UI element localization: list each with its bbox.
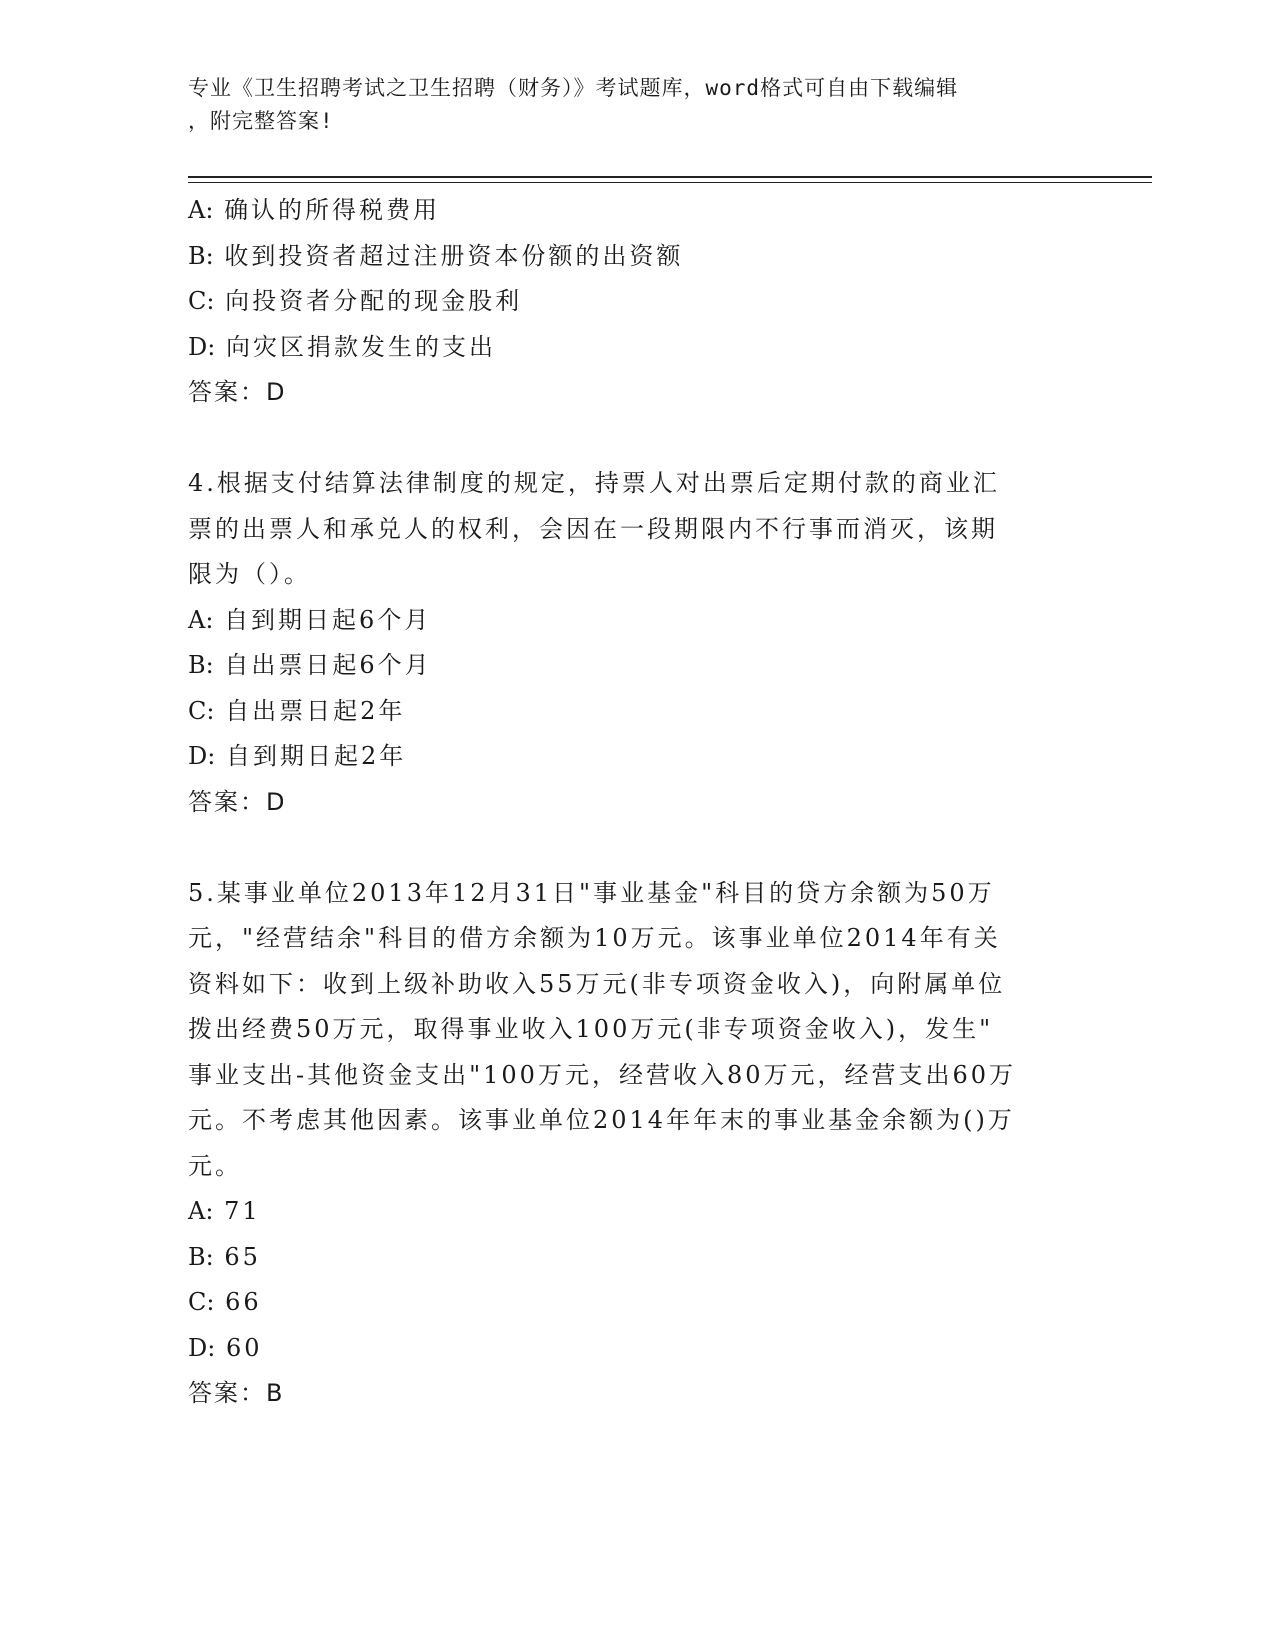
header-line-1: 专业《卫生招聘考试之卫生招聘（财务）》考试题库，word格式可自由下载编辑 xyxy=(188,76,959,100)
option-label: B: xyxy=(188,1242,214,1271)
question-3 xyxy=(188,188,1088,416)
option-b xyxy=(188,234,1088,280)
option-text: 60 xyxy=(225,1333,263,1362)
option-label: B: xyxy=(188,651,214,679)
option-b xyxy=(188,643,1088,689)
question-stem-line: 4.根据支付结算法律制度的规定，持票人对出票后定期付款的商业汇 xyxy=(188,469,1000,497)
option-text: 自到期日起6个月 xyxy=(224,605,432,634)
option-text: 71 xyxy=(224,1197,261,1225)
question-stem-line: 资料如下：收到上级补助收入55万元(非专项资金收入)，向附属单位 xyxy=(188,969,1006,998)
option-d xyxy=(188,734,1088,780)
option-label: C: xyxy=(188,287,215,315)
question-stem-line: 元。不考虑其他因素。该事业单位2014年年末的事业基金余额为()万 xyxy=(188,1106,1015,1134)
answer: 答案：B xyxy=(188,1379,285,1407)
question-stem-line: 元。 xyxy=(188,1151,242,1180)
option-label: C: xyxy=(188,1288,215,1316)
option-b xyxy=(188,1235,1088,1281)
option-d xyxy=(188,325,1088,371)
option-d xyxy=(188,1326,1088,1372)
question-stem-line: 5.某事业单位2013年12月31日"事业基金"科目的贷方余额为50万 xyxy=(188,878,995,907)
option-text: 确认的所得税费用 xyxy=(224,196,441,224)
option-text: 自出票日起6个月 xyxy=(224,651,432,679)
question-stem-line: 拨出经费50万元，取得事业收入100万元(非专项资金收入)，发生" xyxy=(188,1015,994,1043)
question-list xyxy=(188,188,1088,1417)
option-a xyxy=(188,188,1088,234)
header-divider-thin xyxy=(188,182,1152,183)
question-stem-line: 票的出票人和承兑人的权利，会因在一段期限内不行事而消灭，该期 xyxy=(188,514,998,543)
header-line-2: ，附完整答案! xyxy=(188,109,334,133)
option-label: A: xyxy=(188,605,214,634)
question-4 xyxy=(188,461,1088,825)
option-label: A: xyxy=(188,1197,214,1225)
question-5 xyxy=(188,871,1088,1417)
option-a xyxy=(188,1189,1088,1235)
option-a xyxy=(188,598,1088,644)
option-c xyxy=(188,1280,1088,1326)
option-text: 向灾区捐款发生的支出 xyxy=(225,332,496,361)
option-label: C: xyxy=(188,696,215,725)
question-stem-line: 元，"经营结余"科目的借方余额为10万元。该事业单位2014年有关 xyxy=(188,924,1001,952)
option-c xyxy=(188,689,1088,735)
option-text: 自到期日起2年 xyxy=(225,742,407,770)
option-label: D: xyxy=(188,742,216,770)
option-text: 自出票日起2年 xyxy=(225,696,406,725)
question-stem-line: 限为（）。 xyxy=(188,560,311,588)
option-label: A: xyxy=(188,196,214,224)
document-header xyxy=(188,72,1068,138)
answer: 答案：D xyxy=(188,378,287,406)
option-text: 65 xyxy=(224,1242,261,1271)
option-label: B: xyxy=(188,241,214,270)
option-text: 向投资者分配的现金股利 xyxy=(225,287,523,315)
option-text: 收到投资者超过注册资本份额的出资额 xyxy=(224,241,684,270)
answer: 答案：D xyxy=(188,787,287,816)
option-text: 66 xyxy=(225,1288,262,1316)
option-label: D: xyxy=(188,1333,216,1362)
question-stem-line: 事业支出-其他资金支出"100万元，经营收入80万元，经营支出60万 xyxy=(188,1060,1017,1089)
header-divider xyxy=(188,176,1152,178)
option-label: D: xyxy=(188,332,216,361)
option-c xyxy=(188,279,1088,325)
